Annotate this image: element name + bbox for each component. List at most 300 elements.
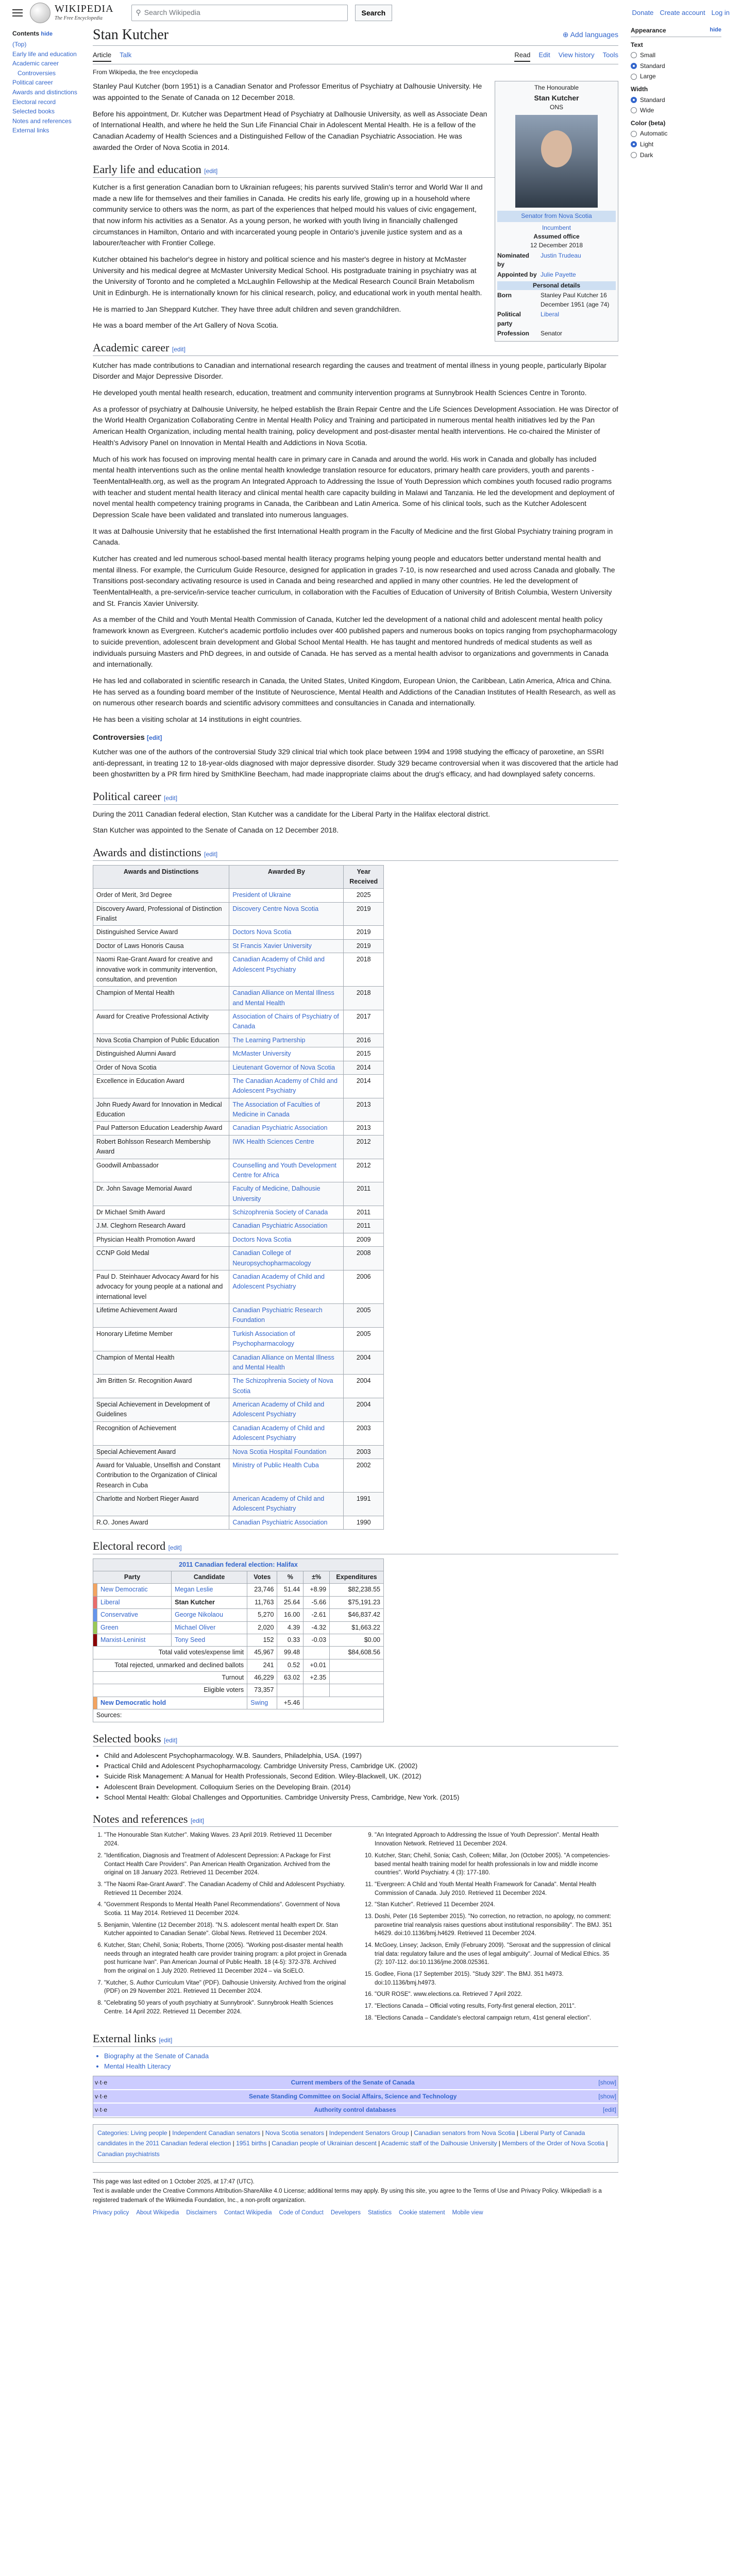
candidate-name[interactable]: Stan Kutcher: [172, 1596, 247, 1608]
appearance-hide-button[interactable]: hide: [710, 27, 721, 33]
reference-item: 4. "Government Responds to Mental Health Panel Recommendations". Government of Nova Scotia. 11 May 2014. Retrieved 11 December 2024.: [104, 1901, 348, 1918]
awards-column-header[interactable]: Year Received: [344, 865, 384, 889]
section-electoral: Electoral record [edit]: [93, 1539, 618, 1554]
award-name: Honorary Lifetime Member: [93, 1327, 229, 1351]
award-name: Discovery Award, Professional of Distinction Finalist: [93, 902, 229, 926]
award-year: 2006: [344, 1270, 384, 1303]
appearance-option[interactable]: [631, 61, 721, 71]
header-link[interactable]: Log in: [711, 8, 730, 16]
award-year: 2019: [344, 926, 384, 939]
award-year: 2014: [344, 1074, 384, 1098]
summary-value: +0.01: [303, 1659, 330, 1671]
award-row: [93, 902, 384, 926]
election-summary-row: [93, 1659, 384, 1671]
award-name: Special Achievement in Development of Guidelines: [93, 1398, 229, 1422]
appearance-title: Appearance hide: [631, 26, 721, 37]
election-change: -5.66: [303, 1596, 330, 1608]
award-row: [93, 953, 384, 987]
reference-item: 16. "OUR ROSE". www.elections.ca. Retrieved 7 April 2022.: [375, 1990, 618, 1999]
award-row: [93, 1493, 384, 1516]
election-change: -4.32: [303, 1621, 330, 1634]
award-by[interactable]: Canadian Psychiatric Association: [229, 1122, 344, 1135]
category-link[interactable]: Living people: [130, 2129, 167, 2137]
award-row: [93, 1375, 384, 1398]
infobox-post: ONS: [549, 103, 563, 111]
appearance-option-label: Large: [640, 73, 656, 80]
award-year: 2015: [344, 1047, 384, 1061]
award-name: J.M. Cleghorn Research Award: [93, 1219, 229, 1233]
candidate-name[interactable]: George Nikolaou: [172, 1609, 247, 1621]
reference-item: 7. "Kutcher, S. Author Curriculum Vitae" (PDF). Dalhousie University. Archived from the original (PDF) on 29 November 2021. Retrieved 11 December 2024.: [104, 1979, 348, 1996]
award-name: Excellence in Education Award: [93, 1074, 229, 1098]
award-year: 2004: [344, 1375, 384, 1398]
search-button[interactable]: Search: [355, 5, 393, 21]
navbox-toggle[interactable]: [show]: [598, 2079, 616, 2087]
election-expenditures: $82,238.55: [330, 1584, 384, 1596]
summary-label: Turnout: [93, 1672, 247, 1684]
reference-item: 9. "An Integrated Approach to Addressing the Issue of Youth Depression". Mental Health Innovation Network. Retrieved 11 December 2024.: [375, 1831, 618, 1848]
header-link[interactable]: Create account: [660, 8, 705, 16]
award-by[interactable]: Canadian Academy of Child and Adolescent Psychiatry: [229, 953, 344, 987]
election-column-header: Candidate: [172, 1571, 247, 1584]
academic-paragraph: He has led and collaborated in scientific research in Canada, the United States, United Kingdom, European Union, the Caribbean, Latin America, Africa and China. He has served as a founding board member of the Institute of Neuroscience, Mental Health and Addictions of the Canadian Institutes of Health Research, as well as on numerous other research boards and scientific advisory committees and consultancies in Canada and internationally.: [93, 676, 616, 707]
award-year: 2017: [344, 1010, 384, 1034]
award-by[interactable]: Canadian Alliance on Mental Illness and Mental Health: [229, 987, 344, 1010]
section-controversies: Controversies [edit]: [93, 733, 162, 742]
award-by[interactable]: Nova Scotia Hospital Foundation: [229, 1445, 344, 1459]
award-by[interactable]: Faculty of Medicine, Dalhousie University: [229, 1182, 344, 1206]
references-list: [93, 1831, 618, 2022]
academic-paragraph: He developed youth mental health research, education, treatment and community intervention programs at Sunnybrook Health Sciences Centre in Toronto.: [93, 388, 587, 397]
category-link[interactable]: Members of the Order of Nova Scotia: [502, 2140, 604, 2147]
section-academic: Academic career [edit]: [93, 341, 618, 356]
award-year: 2004: [344, 1398, 384, 1422]
award-year: 2012: [344, 1159, 384, 1182]
election-percent: 0.33: [277, 1634, 303, 1646]
footer-link[interactable]: Code of Conduct: [279, 2209, 324, 2216]
book-item: • Adolescent Brain Development. Colloquium Series on the Developing Brain. (2014): [104, 1782, 618, 1792]
award-year: 2005: [344, 1304, 384, 1328]
book-item: • Child and Adolescent Psychopharmacology. W.B. Saunders, Philadelphia, USA. (1997): [104, 1751, 618, 1761]
award-row: [93, 1351, 384, 1375]
footer-link[interactable]: Developers: [330, 2209, 361, 2216]
reference-item: 15. Godlee, Fiona (17 September 2015). "Study 329". The BMJ. 351 h4973. doi:10.1136/bmj.h4973.: [375, 1970, 618, 1987]
election-table: [93, 1558, 384, 1722]
awards-column-header[interactable]: Awarded By: [229, 865, 344, 889]
election-votes: 2,020: [247, 1621, 277, 1634]
award-by[interactable]: Canadian Academy of Child and Adolescent Psychiatry: [229, 1270, 344, 1303]
election-expenditures: $0.00: [330, 1634, 384, 1646]
election-row: [93, 1596, 384, 1608]
candidate-name[interactable]: Michael Oliver: [172, 1621, 247, 1634]
search-placeholder: Search Wikipedia: [144, 8, 200, 17]
election-expenditures: $46,837.42: [330, 1609, 384, 1621]
toc-item[interactable]: Political career: [12, 79, 53, 87]
award-by[interactable]: Doctors Nova Scotia: [229, 1233, 344, 1246]
award-row: [93, 987, 384, 1010]
award-by[interactable]: Canadian Academy of Child and Adolescent Psychiatry: [229, 1421, 344, 1445]
swing-value: +5.46: [277, 1697, 303, 1709]
category-sep: |: [376, 2140, 381, 2147]
radio-icon[interactable]: [631, 63, 637, 69]
category-link[interactable]: Nova Scotia senators: [265, 2129, 324, 2137]
navbox-row[interactable]: [93, 2090, 618, 2104]
radio-icon[interactable]: [631, 107, 637, 113]
radio-icon[interactable]: [631, 131, 637, 137]
appearance-option[interactable]: [631, 129, 721, 139]
footer-link[interactable]: Contact Wikipedia: [224, 2209, 272, 2216]
award-by[interactable]: Lieutenant Governor of Nova Scotia: [229, 1061, 344, 1074]
infobox-value[interactable]: Justin Trudeau: [541, 251, 581, 259]
toc-item[interactable]: External links: [12, 127, 49, 134]
award-by[interactable]: The Canadian Academy of Child and Adolescent Psychiatry: [229, 1074, 344, 1098]
award-name: Paul D. Steinhauer Advocacy Award for his advocacy for young people at a national and international level: [93, 1270, 229, 1303]
award-row: [93, 1122, 384, 1135]
election-summary-row: [93, 1684, 384, 1697]
infobox-name: Stan Kutcher: [534, 93, 579, 102]
width-heading: Width: [631, 85, 648, 93]
award-by[interactable]: IWK Health Sciences Centre: [229, 1135, 344, 1159]
portrait-photo[interactable]: [515, 115, 598, 208]
category-sep: |: [604, 2140, 608, 2147]
early-paragraph: He was a board member of the Art Gallery of Nova Scotia.: [93, 321, 279, 330]
appearance-option[interactable]: [631, 150, 721, 160]
award-year: 2004: [344, 1351, 384, 1375]
swing-label[interactable]: Swing: [247, 1697, 277, 1709]
section-awards: Awards and distinctions [edit]: [93, 845, 618, 861]
award-by[interactable]: Doctors Nova Scotia: [229, 926, 344, 939]
footer-edited: This page was last edited on 1 October 2025, at 17:47 (UTC).: [93, 2179, 255, 2185]
election-column-header: ±%: [303, 1571, 330, 1584]
appearance-option[interactable]: [631, 50, 721, 60]
reference-item: 14. McGoey, Linsey; Jackson, Emily (February 2009). "Seroxat and the suppression of clinical trial data: regulatory failure and the uses of legal ambiguity". Journal of Medical Ethics. 35 (2): 107-112. doi:10.1136/jme.2008.025361.: [375, 1941, 618, 1967]
election-row: [93, 1584, 384, 1596]
award-name: Distinguished Alumni Award: [93, 1047, 229, 1061]
award-by[interactable]: Turkish Association of Psychopharmacology: [229, 1327, 344, 1351]
header-link[interactable]: Donate: [632, 8, 654, 16]
award-year: 2014: [344, 1061, 384, 1074]
search-input[interactable]: [131, 5, 348, 21]
section-early: Early life and education [edit]: [93, 162, 618, 178]
external-link[interactable]: • Mental Health Literacy: [104, 2061, 618, 2072]
award-by[interactable]: Association of Chairs of Psychiatry of Canada: [229, 1010, 344, 1034]
category-sep: |: [260, 2129, 265, 2137]
summary-value: [330, 1659, 384, 1671]
candidate-name[interactable]: Tony Seed: [172, 1634, 247, 1646]
summary-value: +2.35: [303, 1672, 330, 1684]
award-year: 2025: [344, 889, 384, 902]
footer-link[interactable]: Disclaimers: [186, 2209, 217, 2216]
radio-icon[interactable]: [631, 74, 637, 80]
main-menu-icon[interactable]: [12, 9, 23, 16]
reference-item: 8. "Celebrating 50 years of youth psychiatry at Sunnybrook". Sunnybrook Health Sciences Centre. 14 April 2022. Retrieved 11 December 2024.: [104, 1999, 348, 2016]
radio-icon[interactable]: [631, 52, 637, 58]
award-row: [93, 1010, 384, 1034]
appearance-option[interactable]: [631, 106, 721, 115]
toc-item[interactable]: Academic career: [12, 60, 59, 67]
award-year: 2008: [344, 1247, 384, 1270]
award-by[interactable]: Canadian Psychiatric Research Foundation: [229, 1304, 344, 1328]
footer-link[interactable]: About Wikipedia: [136, 2209, 179, 2216]
category-link[interactable]: Canadian people of Ukrainian descent: [272, 2140, 377, 2147]
hold-party[interactable]: New Democratic hold: [100, 1699, 166, 1706]
award-row: [93, 1135, 384, 1159]
award-row: [93, 1421, 384, 1445]
toc-item[interactable]: Controversies: [18, 69, 56, 77]
summary-value: 63.02: [277, 1672, 303, 1684]
summary-value: [330, 1684, 384, 1697]
academic-paragraph: As a professor of psychiatry at Dalhousie University, he helped establish the Brain Repair Centre and the Life Sciences Development Association. He was Director of the World Health Organization Collaborating Centre in Mental Health Policy and Training and participated in numerous mental health initiatives led by the Pan American Health Organization, including mental health training, policy development and post-disaster mental health interventions. He co-chaired the Minister of Health's Advisory Panel on Innovation in Mental Health and Addictions in Nova Scotia.: [93, 404, 618, 447]
candidate-name[interactable]: Megan Leslie: [172, 1584, 247, 1596]
award-by[interactable]: The Learning Partnership: [229, 1033, 344, 1047]
toc-hide-button[interactable]: hide: [41, 31, 53, 37]
infobox-incumbent[interactable]: Incumbent: [542, 224, 571, 231]
award-by[interactable]: President of Ukraine: [229, 889, 344, 902]
award-row: [93, 1304, 384, 1328]
party-name[interactable]: Marxist-Leninist: [97, 1634, 172, 1646]
book-item: • School Mental Health: Global Challenges and Opportunities. Cambridge University Press, Cambridge, New York. (2015): [104, 1792, 618, 1803]
category-sep: |: [231, 2140, 237, 2147]
election-summary-row: [93, 1672, 384, 1684]
early-paragraph: Kutcher obtained his bachelor's degree in history and political science and his master's degree in history at McMaster University and his medical degree at McMaster University Medical School. His postgraduate training in psychiatry was at the University of Toronto and he completed a McLaughlin Fellowship at the Medical Research Council Brain Metabolism Unit in Edinburgh. He is internationally known for his clinical research, policy, and educational work in youth mental health.: [93, 255, 482, 297]
award-row: [93, 1327, 384, 1351]
award-year: 2012: [344, 1135, 384, 1159]
navbox-row[interactable]: [93, 2076, 618, 2090]
footer-link[interactable]: Mobile view: [452, 2209, 483, 2216]
party-name[interactable]: Liberal: [97, 1596, 172, 1608]
academic-paragraph: Kutcher has created and led numerous school-based mental health literacy programs helping young people and educators better understand mental health and mental illness. For example, the Curriculum Guide Resource, designed for application in grades 7-10, is now researched and used across Canada and globally. The Transitions post-secondary activating resource is used in Canada and being researched and applied in many other countries. He led the development of TeenMentalHealth, a pre-service/in-service teacher curriculum, in collaboration with the Faculties of Education of University of British Columbia, Western University and St. Francis Xavier University.: [93, 554, 615, 607]
summary-label: Total rejected, unmarked and declined ballots: [93, 1659, 247, 1671]
appearance-option[interactable]: [631, 95, 721, 105]
infobox-personal: Personal details: [497, 281, 616, 290]
party-name[interactable]: New Democratic: [97, 1584, 172, 1596]
category-link[interactable]: Independent Senators Group: [329, 2129, 409, 2137]
award-name: Recognition of Achievement: [93, 1421, 229, 1445]
section-books: Selected books [edit]: [93, 1732, 618, 1747]
add-languages-button[interactable]: ⊕ Add languages: [562, 30, 618, 39]
election-row: [93, 1634, 384, 1646]
book-item: • Practical Child and Adolescent Psychopharmacology. Cambridge University Press, Cambridge UK. (2002): [104, 1761, 618, 1771]
wikipedia-logo[interactable]: [30, 3, 114, 23]
award-by[interactable]: The Association of Faculties of Medicine in Canada: [229, 1098, 344, 1122]
award-year: 2003: [344, 1421, 384, 1445]
summary-value: 99.48: [277, 1647, 303, 1659]
infobox-assumed-date: 12 December 2018: [530, 242, 583, 249]
radio-icon[interactable]: [631, 97, 637, 103]
infobox-office[interactable]: Senator from Nova Scotia: [497, 211, 616, 222]
appearance-option-label: Standard: [640, 62, 665, 70]
award-row: [93, 1270, 384, 1303]
award-by[interactable]: Discovery Centre Nova Scotia: [229, 902, 344, 926]
election-change: +8.99: [303, 1584, 330, 1596]
award-year: 2013: [344, 1122, 384, 1135]
toc-item[interactable]: Selected books: [12, 108, 55, 115]
infobox-party: Political party Liberal: [497, 311, 560, 327]
award-name: Champion of Mental Health: [93, 987, 229, 1010]
footer-link[interactable]: Cookie statement: [399, 2209, 445, 2216]
infobox-label: Nominated by: [497, 251, 530, 268]
toc-item[interactable]: (Top): [12, 41, 27, 48]
navbox-row[interactable]: [93, 2104, 618, 2117]
award-by[interactable]: American Academy of Child and Adolescent Psychiatry: [229, 1493, 344, 1516]
category-link[interactable]: Canadian senators from Nova Scotia: [414, 2129, 515, 2137]
election-expenditures: $75,191.23: [330, 1596, 384, 1608]
early-paragraph: He is married to Jan Sheppard Kutcher. They have three adult children and seven grandchildren.: [93, 304, 401, 313]
navbox: [93, 2076, 618, 2118]
award-row: [93, 1159, 384, 1182]
tab-read[interactable]: Read: [514, 50, 530, 61]
award-by[interactable]: Counselling and Youth Development Centre for Africa: [229, 1159, 344, 1182]
infobox-born: Born Stanley Paul Kutcher 16 December 1951 (age 74): [497, 292, 610, 308]
toc-item[interactable]: Electoral record: [12, 98, 56, 106]
tab-tools[interactable]: Tools: [602, 51, 618, 59]
category-sep: |: [167, 2129, 173, 2137]
category-link[interactable]: Independent Canadian senators: [172, 2129, 261, 2137]
summary-label: Eligible voters: [93, 1684, 247, 1697]
navbox-toggle[interactable]: [show]: [598, 2092, 616, 2100]
award-by[interactable]: American Academy of Child and Adolescent Psychiatry: [229, 1398, 344, 1422]
award-name: CCNP Gold Medal: [93, 1247, 229, 1270]
award-year: 2003: [344, 1445, 384, 1459]
appearance-option-label: Standard: [640, 96, 665, 104]
appearance-option-label: Small: [640, 52, 656, 59]
party-name[interactable]: Green: [97, 1621, 172, 1634]
award-row: [93, 1206, 384, 1219]
tab-talk[interactable]: Talk: [120, 51, 132, 59]
award-name: John Ruedy Award for Innovation in Medical Education: [93, 1098, 229, 1122]
award-by[interactable]: Canadian Psychiatric Association: [229, 1219, 344, 1233]
award-name: Special Achievement Award: [93, 1445, 229, 1459]
logo-tagline: The Free Encyclopedia: [55, 15, 103, 22]
section-refs: Notes and references [edit]: [93, 1812, 618, 1827]
election-votes: 152: [247, 1634, 277, 1646]
appearance-option[interactable]: [631, 72, 721, 81]
toc-item[interactable]: Early life and education: [12, 50, 77, 58]
radio-icon[interactable]: [631, 152, 637, 158]
election-percent: 4.39: [277, 1621, 303, 1634]
logo-wordmark: WIKIPEDIA: [55, 3, 114, 15]
award-row: [93, 1074, 384, 1098]
reference-item: 5. Benjamin, Valentine (12 December 2018). "N.S. adolescent mental health expert Dr. Stan Kutcher appointed to Canadian Senate". Global News. Retrieved 11 December 2024.: [104, 1921, 348, 1938]
award-year: 2011: [344, 1219, 384, 1233]
from-line: From Wikipedia, the free encyclopedia: [93, 68, 198, 76]
award-row: [93, 1061, 384, 1074]
category-link[interactable]: 1951 births: [236, 2140, 267, 2147]
award-row: [93, 1047, 384, 1061]
election-votes: 5,270: [247, 1609, 277, 1621]
award-by[interactable]: Canadian Alliance on Mental Illness and Mental Health: [229, 1351, 344, 1375]
book-item: • Suicide Risk Management: A Manual for Health Professionals, Second Edition. Wiley-Blackwell, UK. (2012): [104, 1771, 618, 1782]
navbox-title[interactable]: Authority control databases: [314, 2106, 396, 2114]
awards-column-header[interactable]: Awards and Distinctions: [93, 865, 229, 889]
political-paragraph: During the 2011 Canadian federal election, Stan Kutcher was a candidate for the Liberal Party in the Halifax electoral district.: [93, 809, 490, 818]
footer-link[interactable]: Privacy policy: [93, 2209, 129, 2216]
tab-article[interactable]: Article: [93, 50, 111, 61]
navbox-toggle[interactable]: [edit]: [602, 2106, 616, 2114]
tab-edit[interactable]: Edit: [538, 51, 550, 59]
award-year: 2005: [344, 1327, 384, 1351]
appearance-option-label: Dark: [640, 151, 653, 159]
election-summary-row: [93, 1647, 384, 1659]
party-color-swatch: [93, 1596, 97, 1608]
category-link[interactable]: Liberal Party of Canada candidates in the 2011 Canadian federal election: [97, 2129, 585, 2147]
infobox-value[interactable]: Julie Payette: [541, 270, 576, 278]
header-links: [632, 8, 730, 18]
award-by[interactable]: McMaster University: [229, 1047, 344, 1061]
appearance-sidebar: [631, 26, 721, 2228]
reference-item: 11. "Evergreen: A Child and Youth Mental Health Framework for Canada". Mental Health Commission of Canada. July 2010. Retrieved 11 December 2024.: [375, 1880, 618, 1897]
award-row: [93, 1516, 384, 1529]
award-by[interactable]: Ministry of Public Health Cuba: [229, 1459, 344, 1492]
award-year: 2019: [344, 902, 384, 926]
summary-value: $84,608.56: [330, 1647, 384, 1659]
navbox-title[interactable]: Current members of the Senate of Canada: [291, 2079, 415, 2087]
election-votes: 11,763: [247, 1596, 277, 1608]
election-caption: 2011 Canadian federal election: Halifax: [93, 1558, 384, 1571]
academic-paragraph: He has been a visiting scholar at 14 institutions in eight countries.: [93, 715, 302, 723]
election-row: [93, 1621, 384, 1634]
tab-view-history[interactable]: View history: [558, 51, 595, 59]
external-link[interactable]: • Biography at the Senate of Canada: [104, 2051, 618, 2061]
party-name[interactable]: Conservative: [97, 1609, 172, 1621]
election-hold-row: [93, 1697, 384, 1709]
award-row: [93, 939, 384, 953]
infobox-row: [497, 270, 616, 279]
toc-item[interactable]: Awards and distinctions: [12, 89, 77, 96]
navbox-vte: v·t·e: [95, 2092, 107, 2100]
summary-label: Total valid votes/expense limit: [93, 1647, 247, 1659]
toc-item[interactable]: Notes and references: [12, 117, 72, 125]
award-by[interactable]: St Francis Xavier University: [229, 939, 344, 953]
award-year: 2009: [344, 1233, 384, 1246]
award-name: Champion of Mental Health: [93, 1351, 229, 1375]
award-by[interactable]: Schizophrenia Society of Canada: [229, 1206, 344, 1219]
section-external: External links [edit]: [93, 2031, 618, 2047]
hold-label: [97, 1697, 247, 1709]
award-name: Order of Nova Scotia: [93, 1061, 229, 1074]
award-name: Paul Patterson Education Leadership Award: [93, 1122, 229, 1135]
category-link[interactable]: Canadian psychiatrists: [97, 2150, 160, 2158]
party-color-swatch: [93, 1584, 97, 1596]
lead-paragraph: Before his appointment, Dr. Kutcher was Department Head of Psychiatry at Dalhousie University, as well as Associate Dean of International Health, and where he held the Sun Life Financial Chair in Adolescent Mental Health. He is a fellow of the Canadian Academy of Health Sciences and a Distinguished Fellow of the Canadian Psychiatric Association. He was awarded the Order of Nova Scotia in 2014.: [93, 109, 487, 151]
navbox-title[interactable]: Senate Standing Committee on Social Affairs, Science and Technology: [248, 2092, 457, 2100]
appearance-option[interactable]: [631, 140, 721, 149]
reference-item: 10. Kutcher, Stan; Chehil, Sonia; Cash, Colleen; Millar, Jon (October 2005). "A competencies-based mental health training model for health professionals in low and middle income countries". World Psychiatry. 4 (3): 177-180.: [375, 1852, 618, 1877]
award-name: Dr. John Savage Memorial Award: [93, 1182, 229, 1206]
summary-value: 0.52: [277, 1659, 303, 1671]
election-column-header: Votes: [247, 1571, 277, 1584]
award-name: Order of Merit, 3rd Degree: [93, 889, 229, 902]
article: [93, 26, 618, 2228]
category-sep: |: [409, 2129, 414, 2137]
award-name: Award for Creative Professional Activity: [93, 1010, 229, 1034]
sources-row: [93, 1709, 384, 1722]
text-size-heading: Text: [631, 41, 643, 48]
award-by[interactable]: The Schizophrenia Society of Nova Scotia: [229, 1375, 344, 1398]
reference-item: 12. "Stan Kutcher". Retrieved 11 December 2024.: [375, 1901, 618, 1909]
category-link[interactable]: Academic staff of the Dalhousie University: [381, 2140, 497, 2147]
award-year: 2018: [344, 987, 384, 1010]
infobox: [495, 81, 618, 342]
infobox-assumed: Assumed office: [533, 232, 580, 240]
award-by[interactable]: Canadian Psychiatric Association: [229, 1516, 344, 1529]
award-row: [93, 1233, 384, 1246]
category-sep: |: [324, 2129, 329, 2137]
award-by[interactable]: Canadian College of Neuropsychopharmacology: [229, 1247, 344, 1270]
footer-link[interactable]: Statistics: [368, 2209, 392, 2216]
radio-icon[interactable]: [631, 141, 637, 147]
award-name: Lifetime Achievement Award: [93, 1304, 229, 1328]
